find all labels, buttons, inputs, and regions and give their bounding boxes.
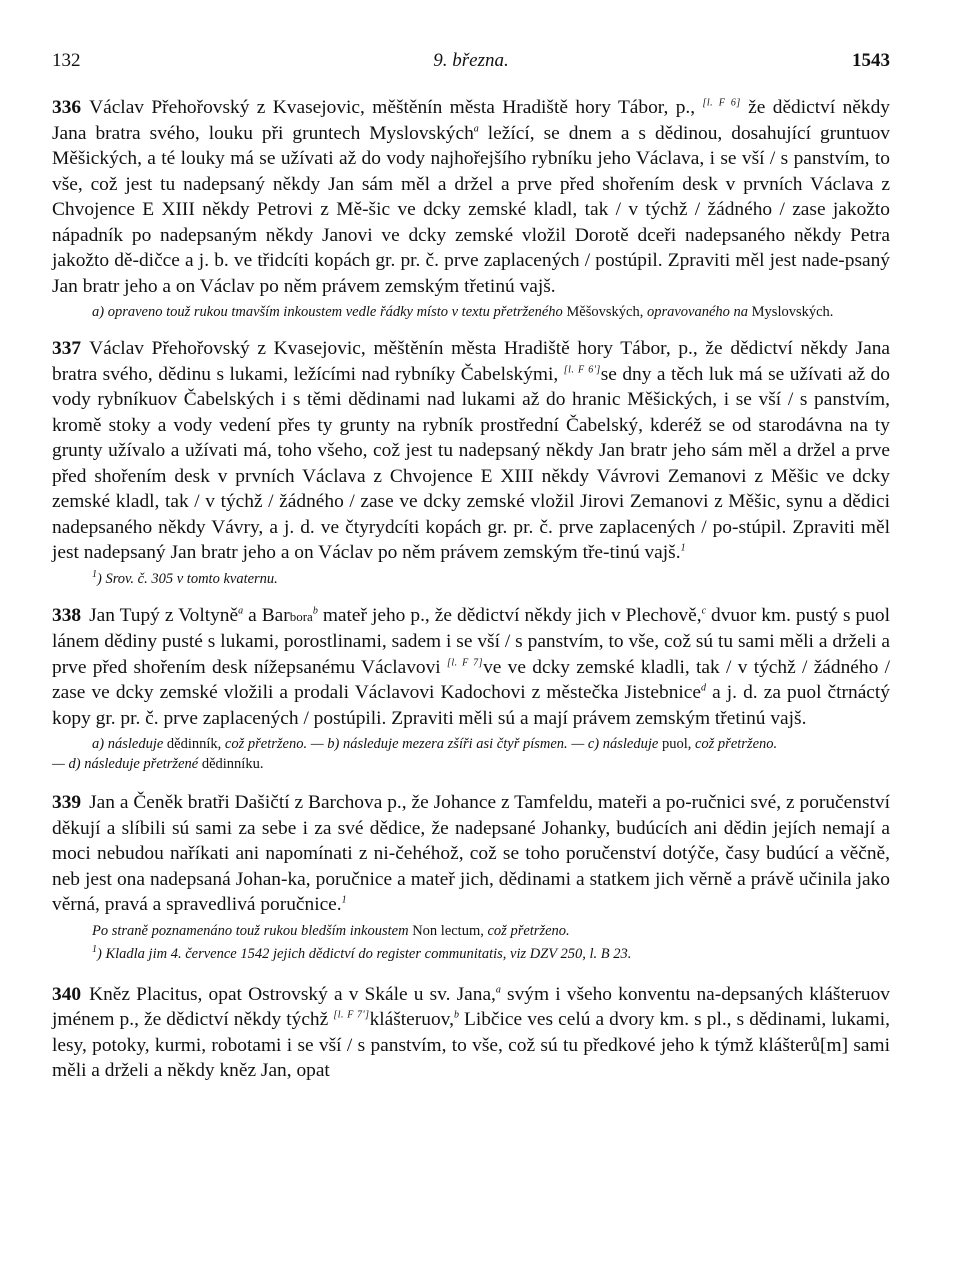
folio-reference: [l. F 6] <box>702 97 741 109</box>
page-number: 132 <box>52 50 81 71</box>
entry-text <box>52 603 890 732</box>
entry-number: 337 <box>52 338 82 359</box>
entry-text-part: Václav Přehořovský z Kvasejovic, měštěnín města Hradiště hory Tábor, p., <box>89 97 696 118</box>
entry-text-part: Kněz Placitus, opat Ostrovský a v Skále u sv. Jana, <box>89 983 496 1005</box>
note-word: Myslovských. <box>748 304 834 320</box>
entry-number: 338 <box>52 604 82 626</box>
note-label: a) <box>92 736 108 752</box>
footnote-a <box>52 302 890 322</box>
note-marker: a <box>495 984 501 996</box>
entry-text-part: ve ve dcky zemské kladli, tak / v týchž / žádného / zase ve dcky zemské vložili a prodali Václavovi Kadochovi z městečka Jistebnice <box>52 656 890 703</box>
note-marker: d <box>701 682 707 694</box>
note-text: ) Srov. č. 305 v tomto kvaternu. <box>97 570 278 587</box>
entry-text-part: Libčice ves celú a dvory km. s pl., s dědinami, lukami, lesy, potoky, kurmi, robotami i se vší / s panstvím, to vše, což sú tu předkové jeho k týmž klášterů[m] sami měli a drželi a někdy kněz Jan, opat <box>52 1009 890 1081</box>
note-text: což přetrženo. <box>694 736 778 752</box>
entry-number: 339 <box>52 792 82 813</box>
year-heading: 1543 <box>852 50 890 71</box>
footnote-1 <box>52 944 890 964</box>
note-marker: a <box>238 605 244 617</box>
note-label: — b) <box>307 736 343 752</box>
note-label: a) <box>92 304 108 320</box>
entry-text-part: že dědictví někdy Jana bratra svého, louku při gruntech Myslovských <box>52 97 890 144</box>
entry-text <box>52 95 890 299</box>
entry-text-part: a Bar <box>243 604 290 626</box>
note-text: následuje <box>107 736 164 752</box>
note-label: 1 <box>92 568 97 580</box>
entry-text-part: mateř jeho p., že dědictví někdy jich v Plechově, <box>317 604 702 626</box>
note-marker: b <box>312 605 318 617</box>
folio-reference: [l. F 6'] <box>563 364 601 376</box>
note-text: ) Kladla jim 4. července 1542 jejich dědictví do register communitatis, viz DZV 250, l. B 23. <box>97 945 632 962</box>
footnote-marker: 1 <box>341 894 347 906</box>
entry-number: 336 <box>52 97 82 118</box>
note-marker: c <box>701 605 707 617</box>
note-word: Non lectum, <box>408 922 488 939</box>
entry-text-part: dvuor km. pustý s puol lánem dědiny pusté s lukami, porostlinami, sadem i se vší / s panstvím, to vše, což sú tu sami měli a drželi a prve před shořením desk nížepsanému Václavovi <box>52 604 890 678</box>
note-text: následuje <box>602 736 659 752</box>
page-header <box>52 50 890 74</box>
entries-list <box>52 95 890 1084</box>
side-note <box>52 921 890 941</box>
note-marker: a <box>473 123 479 135</box>
entry-340 <box>52 982 890 1084</box>
note-label: 1 <box>92 943 97 955</box>
footnote-1 <box>52 569 890 589</box>
entry-number: 340 <box>52 983 82 1005</box>
entry-text <box>52 790 890 918</box>
folio-reference: [l. F 7] <box>447 657 484 669</box>
note-text: opravovaného na <box>646 304 749 320</box>
entry-text-part: se dny a těch luk má se užívati až do vody rybníkuov Čabelských i s těmi dědinami nad lukami až do hranic Měšických, i se vší / s panstvím, kromě stoky a vody vedení přes ty grunty na rybník prostřední Čabelský, kderéž se od starodávna na ty grunty užívalo a užívati má, toho všeho, což jest tu nadepsaný někdy Jan bratr jeho sám měl a držel a prve před shořením desk v prvních Václava z Chvojence E XIII někdy Vávrovi Zemanovi z Měšic ve dcky zemské kladl, tak / v týchž / žádného / zase ve dcky zemské vložil Jirovi Zemanovi z Měšic, synu a dědici nadepsaného někdy Vávry, a j. d. ve čtyrydcíti kopách gr. pr. č. prve zaplacených / po-stúpil. Zpraviti měl jest nadepsaný Jan bratr jeho a on Václav po něm právem zemským tře-tinú vajš. <box>52 363 890 563</box>
note-text: následuje přetržené <box>84 756 199 772</box>
note-word: dědinník, <box>163 736 225 752</box>
note-text: což přetrženo. <box>487 922 570 939</box>
entry-text-part: svým i všeho konventu na-depsaných klášteruov jménem p., že dědictví někdy týchž <box>52 983 890 1030</box>
folio-reference: [l. F 7'] <box>333 1009 370 1021</box>
entry-text <box>52 982 890 1084</box>
entry-text <box>52 336 890 566</box>
footnote-marker: 1 <box>680 542 686 554</box>
entry-338 <box>52 603 890 775</box>
entry-text-part: bora <box>289 608 313 624</box>
note-word: dědinníku. <box>198 756 264 772</box>
footnotes-a-d <box>52 734 890 774</box>
note-text: opraveno touž rukou tmavším inkoustem vedle řádky místo v textu přetrženého <box>107 304 563 320</box>
note-word: Měšovských, <box>562 304 647 320</box>
entry-337 <box>52 336 890 589</box>
entry-text-part: Václav Přehořovský z Kvasejovic, měštěnín města Hradiště hory Tábor, p., že dědictví někdy Jana bratra svého, dědinu s lukami, ležícími nad rybníky Čabelskými, <box>52 338 890 385</box>
note-text: Po straně poznamenáno touž rukou bledším inkoustem <box>92 922 409 939</box>
note-label: — d) <box>52 756 85 772</box>
entry-text-part: Jan a Čeněk bratři Dašičtí z Barchova p., že Johance z Tamfeldu, mateři a po-ručnici své, z poručenství děkují a slíbili sú sami za sebe i za své dědice, že nadepsané Johanky, budúcích ani dědin jejích nemají a moci nebudou naříkati ani napomínati z ni-čehéhož, což se toho poručenství dotýče, časy budúcí a věčně, neb jest ona nadepsaná Johan-ka, poručnice a mateř jich, dědinami a statkem jich věrně a právě učinila jako věrná, pravá a spravedlivá poručnice. <box>52 792 890 915</box>
entry-339 <box>52 790 890 964</box>
note-marker: b <box>453 1009 459 1021</box>
entry-336 <box>52 95 890 322</box>
entry-text-part: a j. d. za puol čtrnáctý kopy gr. pr. č. prve zaplacených / postúpili. Zpraviti měli sú a mají právem zemským třetinú vajš. <box>52 682 890 729</box>
note-text: následuje mezera zšíři asi čtyř písmen. <box>342 736 568 752</box>
date-heading: 9. března. <box>433 50 509 71</box>
note-label: — c) <box>567 736 603 752</box>
note-text: což přetrženo. <box>224 736 308 752</box>
entry-text-part: klášteruov, <box>369 1009 454 1030</box>
entry-text-part: ležící, se dnem a s dědinou, dosahující gruntuov Měšických, a té louky má se užívati až do vody najhořejšího rybníku jeho Václava, i se vší / s panstvím, to vše, což jest tu nadepsaný někdy Jan sám měl a držel a prve před shořením desk v prvních Václava z Chvojence E XIII někdy Petrovi z Mě-šic ve dcky zemské kladl, tak / v týchž / žádného / zase jakožto nápadník po nadepsaným někdy Janovi ve dcky zemské vložil Dorotě dceři nadepsaného někdy Petra jakožto dě-dičce a j. b. ve třidcíti kopách gr. pr. č. prve zaplacených / postúpil. Zpraviti měl jest nade-psaný Jan bratr jeho a on Václav po něm právem zemským třetinú vajš. <box>52 122 890 297</box>
note-word: puol, <box>658 736 695 752</box>
entry-text-part: Jan Tupý z Voltyně <box>89 604 239 626</box>
